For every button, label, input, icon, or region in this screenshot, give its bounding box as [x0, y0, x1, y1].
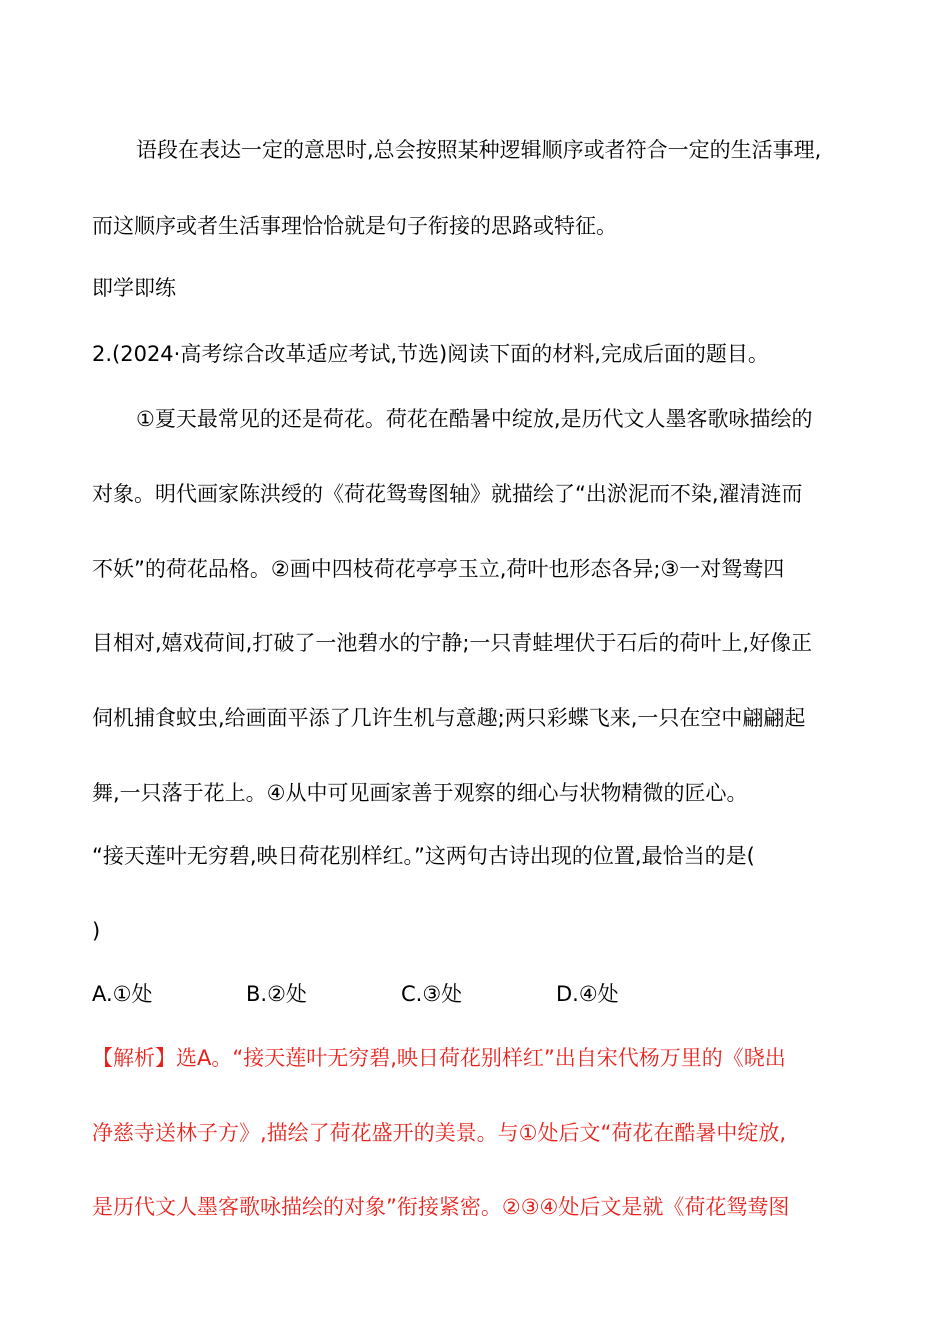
question-header: 2.(2024·高考综合改革适应考试,节选)阅读下面的材料,完成后面的题目。 — [92, 342, 769, 366]
intro-line-2: 而这顺序或者生活事理恰恰就是句子衔接的思路或特征。 — [92, 214, 617, 238]
passage-line-6: 舞,一只落于花上。④从中可见画家善于观察的细心与状物精微的匠心。 — [92, 781, 748, 805]
analysis-line-1: 【解析】选A。“接天莲叶无穷碧,映日荷花别样红”出自宋代杨万里的《晓出 — [92, 1046, 786, 1070]
passage-line-1: ①夏天最常见的还是荷花。荷花在酷暑中绽放,是历代文人墨客歌咏描绘的 — [136, 407, 813, 431]
option-b: B.②处 — [246, 982, 307, 1006]
option-a: A.①处 — [92, 982, 153, 1006]
analysis-line-3: 是历代文人墨客歌咏描绘的对象”衔接紧密。②③④处后文是就《荷花鸳鸯图 — [92, 1195, 790, 1219]
option-c: C.③处 — [401, 982, 463, 1006]
passage-line-4: 目相对,嬉戏荷间,打破了一池碧水的宁静;一只青蛙埋伏于石后的荷叶上,好像正 — [92, 631, 813, 655]
option-d: D.④处 — [556, 982, 619, 1006]
passage-line-2: 对象。明代画家陈洪绶的《荷花鸳鸯图轴》就描绘了“出淤泥而不染,濯清涟而 — [92, 482, 803, 506]
analysis-line-2: 净慈寺送林子方》,描绘了荷花盛开的美景。与①处后文“荷花在酷暑中绽放, — [92, 1121, 787, 1145]
section-heading: 即学即练 — [92, 276, 176, 300]
question-prompt-line-2: ) — [92, 919, 101, 943]
passage-line-5: 伺机捕食蚊虫,给画面平添了几许生机与意趣;两只彩蝶飞来,一只在空中翩翩起 — [92, 706, 806, 730]
intro-line-1: 语段在表达一定的意思时,总会按照某种逻辑顺序或者符合一定的生活事理, — [136, 138, 822, 162]
answer-options — [92, 980, 872, 1008]
question-prompt-line-1: “接天莲叶无穷碧,映日荷花别样红。”这两句古诗出现的位置,最恰当的是( — [92, 844, 755, 868]
passage-line-3: 不妖”的荷花品格。②画中四枝荷花亭亭玉立,荷叶也形态各异;③一对鸳鸯四 — [92, 557, 785, 581]
